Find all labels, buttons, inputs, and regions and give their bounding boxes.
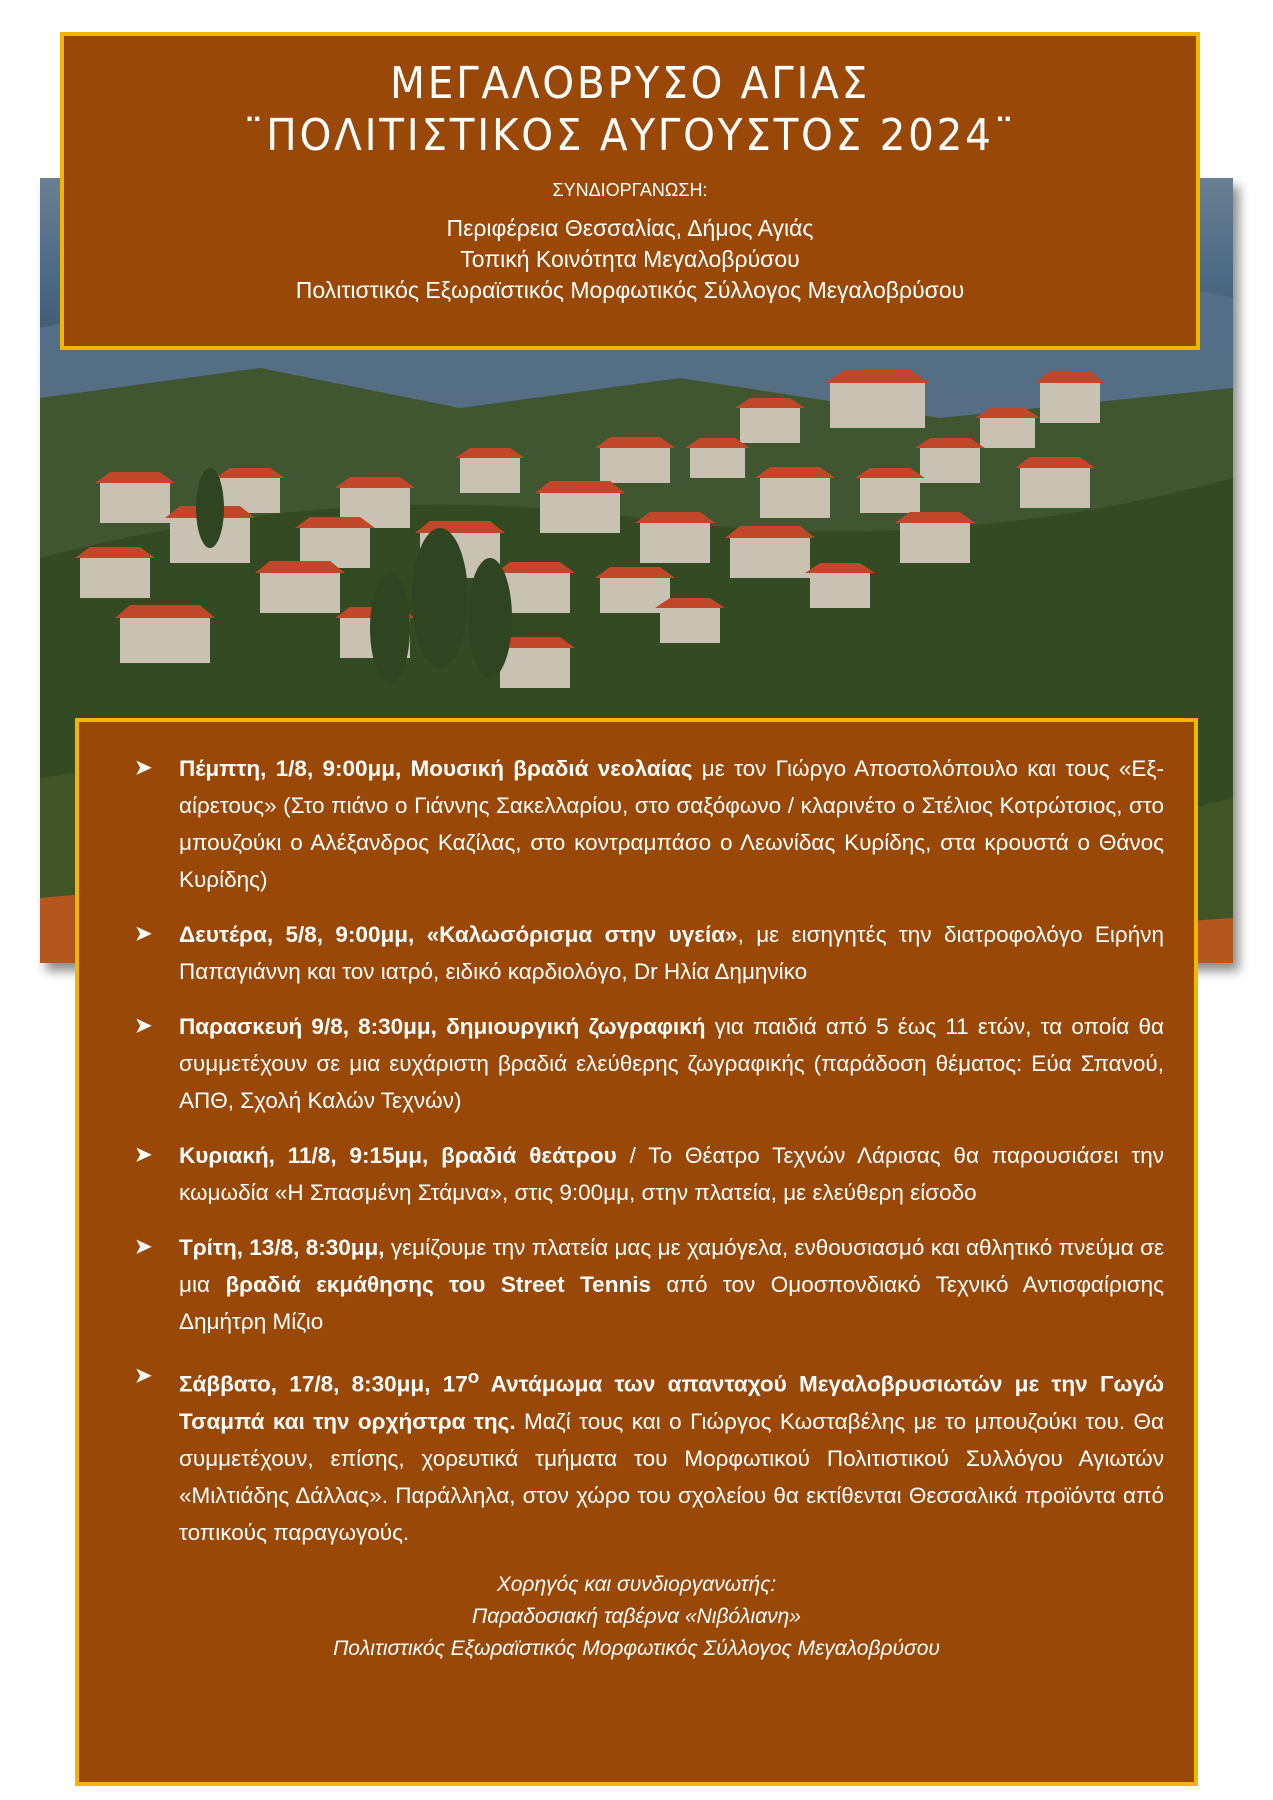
event-item [99, 1358, 1174, 1551]
event-highlight: Τρίτη, 13/8, 8:30μμ, [179, 1235, 385, 1260]
events-panel [75, 718, 1198, 1786]
event-item [99, 750, 1174, 898]
title-line-1: ΜΕΓΑΛΟΒΡΥΣΟ ΑΓΙΑΣ [390, 58, 870, 109]
coorganizer-name: Πολιτιστικός Εξωραϊστικός Μορφωτικός Σύλλογος Μεγαλοβρύσου [333, 1636, 940, 1660]
arrowhead-bullet-icon: ➤ [135, 923, 152, 945]
event-highlight: Δευτέρα, 5/8, 9:00μμ, «Καλωσόρισμα στην υγεία» [179, 922, 738, 947]
title-line-2: ¨ΠΟΛΙΤΙΣΤΙΚΟΣ ΑΥΓΟΥΣΤΟΣ 2024¨ [243, 110, 1017, 161]
arrowhead-bullet-icon: ➤ [135, 1015, 152, 1037]
ordinal-superscript: ο [467, 1366, 480, 1387]
coorganization-label: ΣΥΝΔΙΟΡΓΑΝΩΣΗ: [552, 180, 708, 200]
event-item [99, 1008, 1174, 1119]
event-highlight: βραδιά εκμάθησης του Street Tennis [225, 1272, 651, 1297]
arrowhead-bullet-icon: ➤ [135, 757, 152, 779]
event-text: με τον Γιώργο Αποστολόπουλο και τους «Εξ-αίρετους» (Στο πιάνο ο Γιάννης Σακελλαρίου, στο σαξόφωνο / κλαρινέτο ο Στέλιος Κοτρώτσιος, στο μπουζούκι ο Αλέξανδρος Καζίλας, στο κοντραμπάσο ο Λεωνίδας Κυρίδης, στα κρουστά ο Θάνος Κυρίδης) [179, 756, 1164, 892]
header-panel [60, 32, 1200, 350]
event-text: γεμίζουμε την πλατεία μας με χαμόγελα, ενθουσιασμό και αθλητικό πνεύμα σε μια [179, 1235, 1164, 1297]
organizer-line: Τοπική Κοινότητα Μεγαλοβρύσου [460, 246, 800, 272]
arrowhead-bullet-icon: ➤ [135, 1236, 152, 1258]
event-item [99, 1137, 1174, 1211]
sponsor-name: Παραδοσιακή ταβέρνα «Νιβόλιανη» [472, 1604, 801, 1628]
event-item [99, 1229, 1174, 1340]
event-highlight: Κυριακή, 11/8, 9:15μμ, βραδιά θεάτρου [179, 1143, 617, 1168]
arrowhead-bullet-icon: ➤ [135, 1144, 152, 1166]
organizer-line: Πολιτιστικός Εξωραϊστικός Μορφωτικός Σύλλογος Μεγαλοβρύσου [295, 277, 965, 303]
sponsor-section [99, 1569, 1174, 1665]
event-text: Μαζί τους και ο Γιώργος Κωσταβέλης με το μπουζούκι του. Θα συμμετέχουν, επίσης, χορευτικά τμήματα του Μορφωτικού Πολιτιστικού Συλλόγου Αγιωτών «Μιλτιάδης Δάλλας». Παράλληλα, στον χώρο του σχολείου θα εκτίθενται Θεσσαλικά προϊόντα από τοπικούς παραγωγούς. [179, 1408, 1164, 1545]
event-highlight: Σάββατο, 17/8, 8:30μμ, 17 [179, 1371, 468, 1397]
organizer-line: Περιφέρεια Θεσσαλίας, Δήμος Αγιάς [446, 215, 814, 241]
event-text: από τον Ομοσπονδιακό Τεχνικό Αντισφαίρισης Δημήτρη Μίζιο [179, 1272, 1164, 1334]
sponsor-label: Χορηγός και συνδιοργανωτής: [496, 1572, 777, 1596]
event-text: , με εισηγητές την διατροφολόγο Ειρήνη Παπαγιάννη και τον ιατρό, ειδικό καρδιολόγο, Dr Ηλία Δημηνίκο [179, 922, 1164, 984]
arrowhead-bullet-icon: ➤ [135, 1365, 152, 1387]
event-text: για παιδιά από 5 έως 11 ετών, τα οποία θα συμμετέχουν σε μια ευχάριστη βραδιά ελεύθερης ζωγραφικής (παράδοση θέματος: Εύα Σπανού, ΑΠΘ, Σχολή Καλών Τεχνών) [179, 1014, 1164, 1113]
event-text: / Το Θέατρο Τεχνών Λάρισας θα παρουσιάσει την κωμωδία «Η Σπασμένη Στάμνα», στις 9:00μμ, στην πλατεία, με ελεύθερη είσοδο [179, 1143, 1164, 1205]
event-item [99, 916, 1174, 990]
page-title [109, 58, 1150, 162]
event-highlight: Παρασκευή 9/8, 8:30μμ, δημιουργική ζωγραφική [179, 1014, 706, 1039]
event-highlight: Πέμπτη, 1/8, 9:00μμ, Μουσική βραδιά νεολαίας [179, 756, 693, 781]
event-highlight: Αντάμωμα των απανταχού Μεγαλοβρυσιωτών με την Γωγώ Τσαμπά και την ορχήστρα της. [179, 1371, 1165, 1434]
organizers-list [64, 213, 1196, 306]
